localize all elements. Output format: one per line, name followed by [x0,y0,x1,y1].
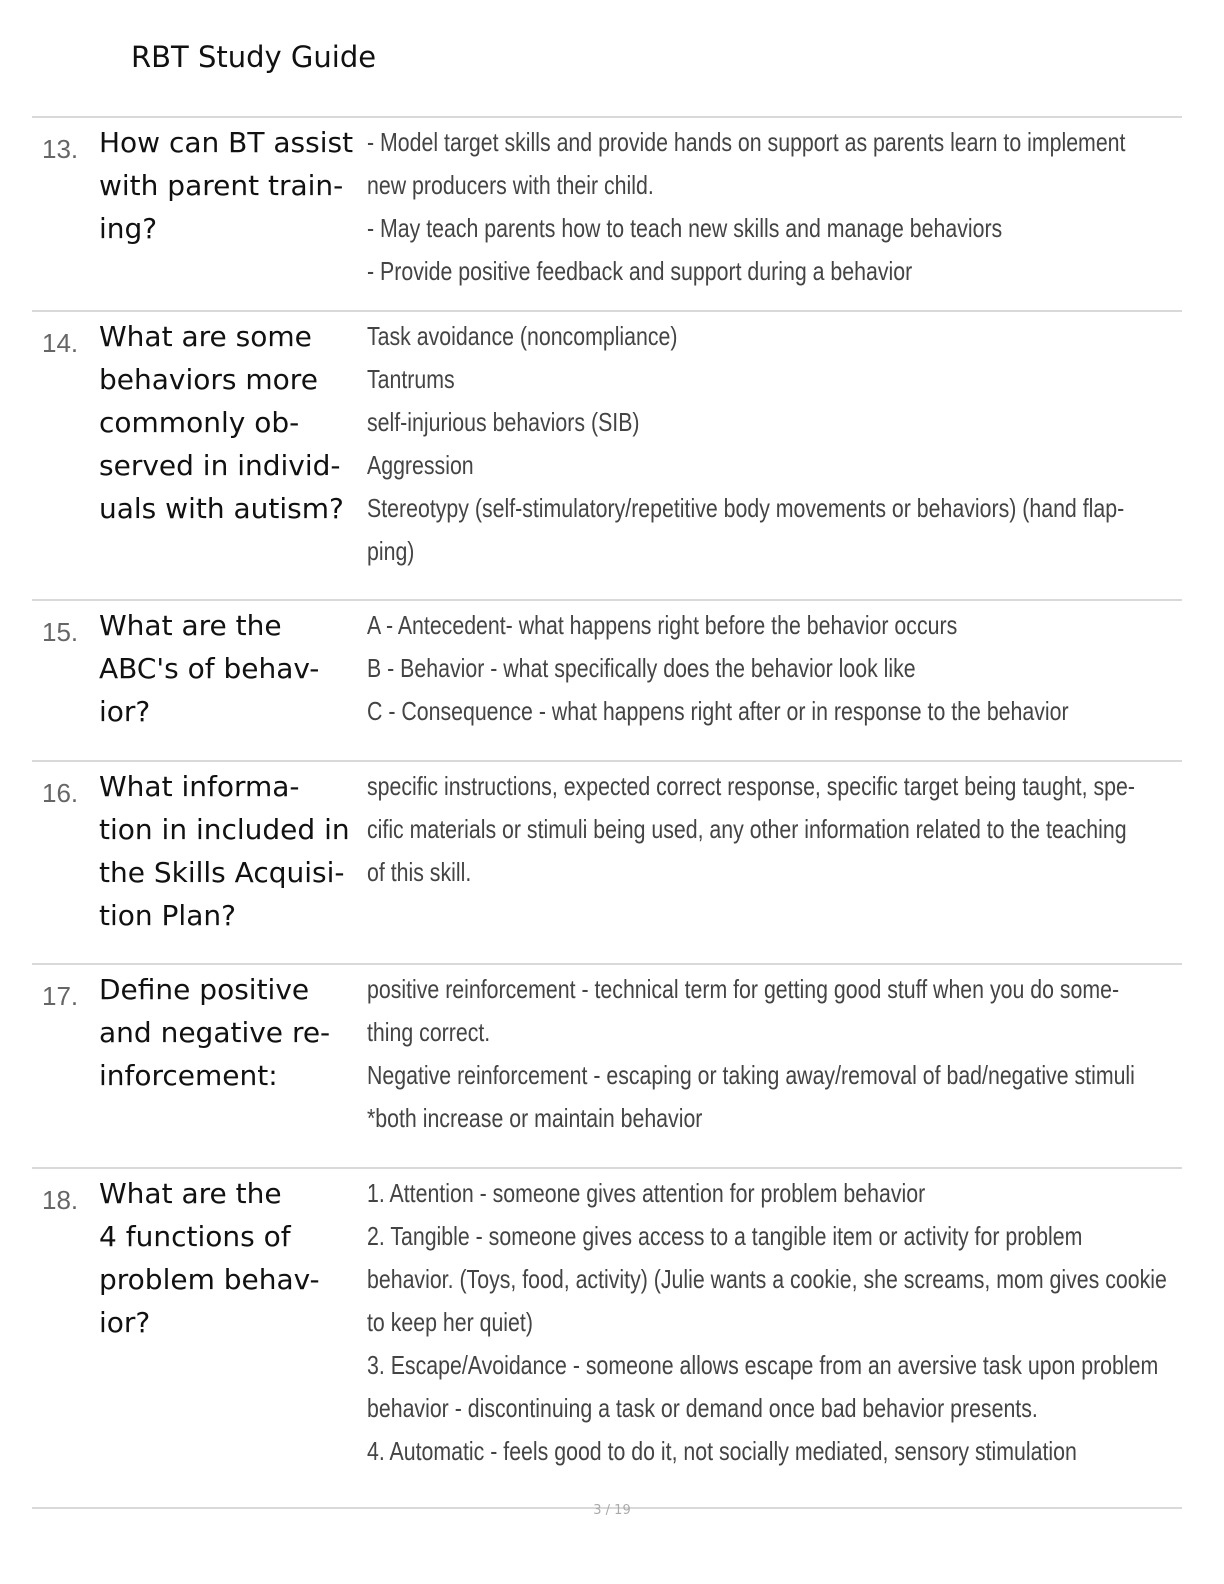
term-line: What are some [99,320,312,353]
definition-line: B - Behavior - what specifically does the behavior look like [367,653,916,683]
definition-line: of this skill. [367,857,472,887]
flashcard-list [32,116,1182,1509]
flashcard-row [32,312,1182,601]
page-indicator: 3 / 19 [593,1503,631,1518]
definition-line: positive reinforcement - technical term for getting good stuff when you do some- [367,974,1120,1004]
definition-line: - May teach parents how to teach new skills and manage behaviors [367,213,1003,243]
term-line: Define positive [99,973,310,1006]
card-definition [367,315,1167,573]
definition-line: to keep her quiet) [367,1307,533,1337]
definition-line: Aggression [367,450,474,480]
term-line: tion Plan? [99,899,236,932]
definition-line: specific instructions, expected correct response, specific target being taught, spe- [367,771,1135,801]
definition-line: 3. Escape/Avoidance - someone allows escape from an aversive task upon problem [367,1350,1159,1380]
term-line: behaviors more [99,363,318,396]
term-line: the Skills Acquisi- [99,856,345,889]
definition-line: A - Antecedent- what happens right before the behavior occurs [367,610,958,640]
term-line: commonly ob- [99,406,300,439]
term-line: ior? [99,1306,151,1339]
definition-line: *both increase or maintain behavior [367,1103,703,1133]
term-line: What are the [99,609,282,642]
definition-line: behavior. (Toys, food, activity) (Julie wants a cookie, she screams, mom gives cookie [367,1264,1167,1294]
card-definition [367,1172,1167,1473]
term-line: How can BT assist [99,126,354,159]
flashcard-row [32,118,1182,312]
card-definition [367,968,1167,1140]
definition-line: ping) [367,536,415,566]
card-term [99,765,369,937]
definition-line: new producers with their child. [367,170,654,200]
definition-line: thing correct. [367,1017,491,1047]
card-term [99,121,369,250]
term-line: ABC's of behav- [99,652,320,685]
card-number: 15. [42,617,79,647]
definition-line: Stereotypy (self-stimulatory/repetitive body movements or behaviors) (hand flap- [367,493,1125,523]
flashcard-row [32,1169,1182,1509]
term-line: 4 functions of [99,1220,291,1253]
term-line: inforcement: [99,1059,278,1092]
definition-line: self-injurious behaviors (SIB) [367,407,640,437]
definition-line: Negative reinforcement - escaping or taking away/removal of bad/negative stimuli [367,1060,1135,1090]
card-term [99,968,369,1097]
flashcard-row [32,965,1182,1169]
term-line: with parent train- [99,169,344,202]
card-definition [367,604,1167,733]
flashcard-row [32,762,1182,965]
card-term [99,315,369,530]
term-line: problem behav- [99,1263,320,1296]
definition-line: - Model target skills and provide hands on support as parents learn to implement [367,127,1126,157]
definition-line: Tantrums [367,364,455,394]
flashcard-row [32,601,1182,762]
term-line: What are the [99,1177,282,1210]
card-term [99,1172,369,1344]
definition-line: 1. Attention - someone gives attention for problem behavior [367,1178,926,1208]
card-number: 16. [42,778,79,808]
card-number: 14. [42,328,79,358]
term-line: served in individ- [99,449,341,482]
term-line: uals with autism? [99,492,344,525]
definition-line: behavior - discontinuing a task or demand once bad behavior presents. [367,1393,1038,1423]
term-line: and negative re- [99,1016,331,1049]
definition-line: 2. Tangible - someone gives access to a tangible item or activity for problem [367,1221,1083,1251]
page-title: RBT Study Guide [131,40,377,74]
card-number: 18. [42,1185,79,1215]
term-line: tion in included in [99,813,350,846]
card-definition [367,121,1167,293]
card-number: 17. [42,981,79,1011]
card-definition [367,765,1167,894]
definition-line: cific materials or stimuli being used, any other information related to the teaching [367,814,1127,844]
card-term [99,604,369,733]
definition-line: - Provide positive feedback and support during a behavior [367,256,913,286]
term-line: What informa- [99,770,300,803]
term-line: ior? [99,695,151,728]
definition-line: 4. Automatic - feels good to do it, not socially mediated, sensory stimulation [367,1436,1077,1466]
definition-line: Task avoidance (noncompliance) [367,321,678,351]
definition-line: C - Consequence - what happens right after or in response to the behavior [367,696,1069,726]
term-line: ing? [99,212,158,245]
card-number: 13. [42,134,79,164]
